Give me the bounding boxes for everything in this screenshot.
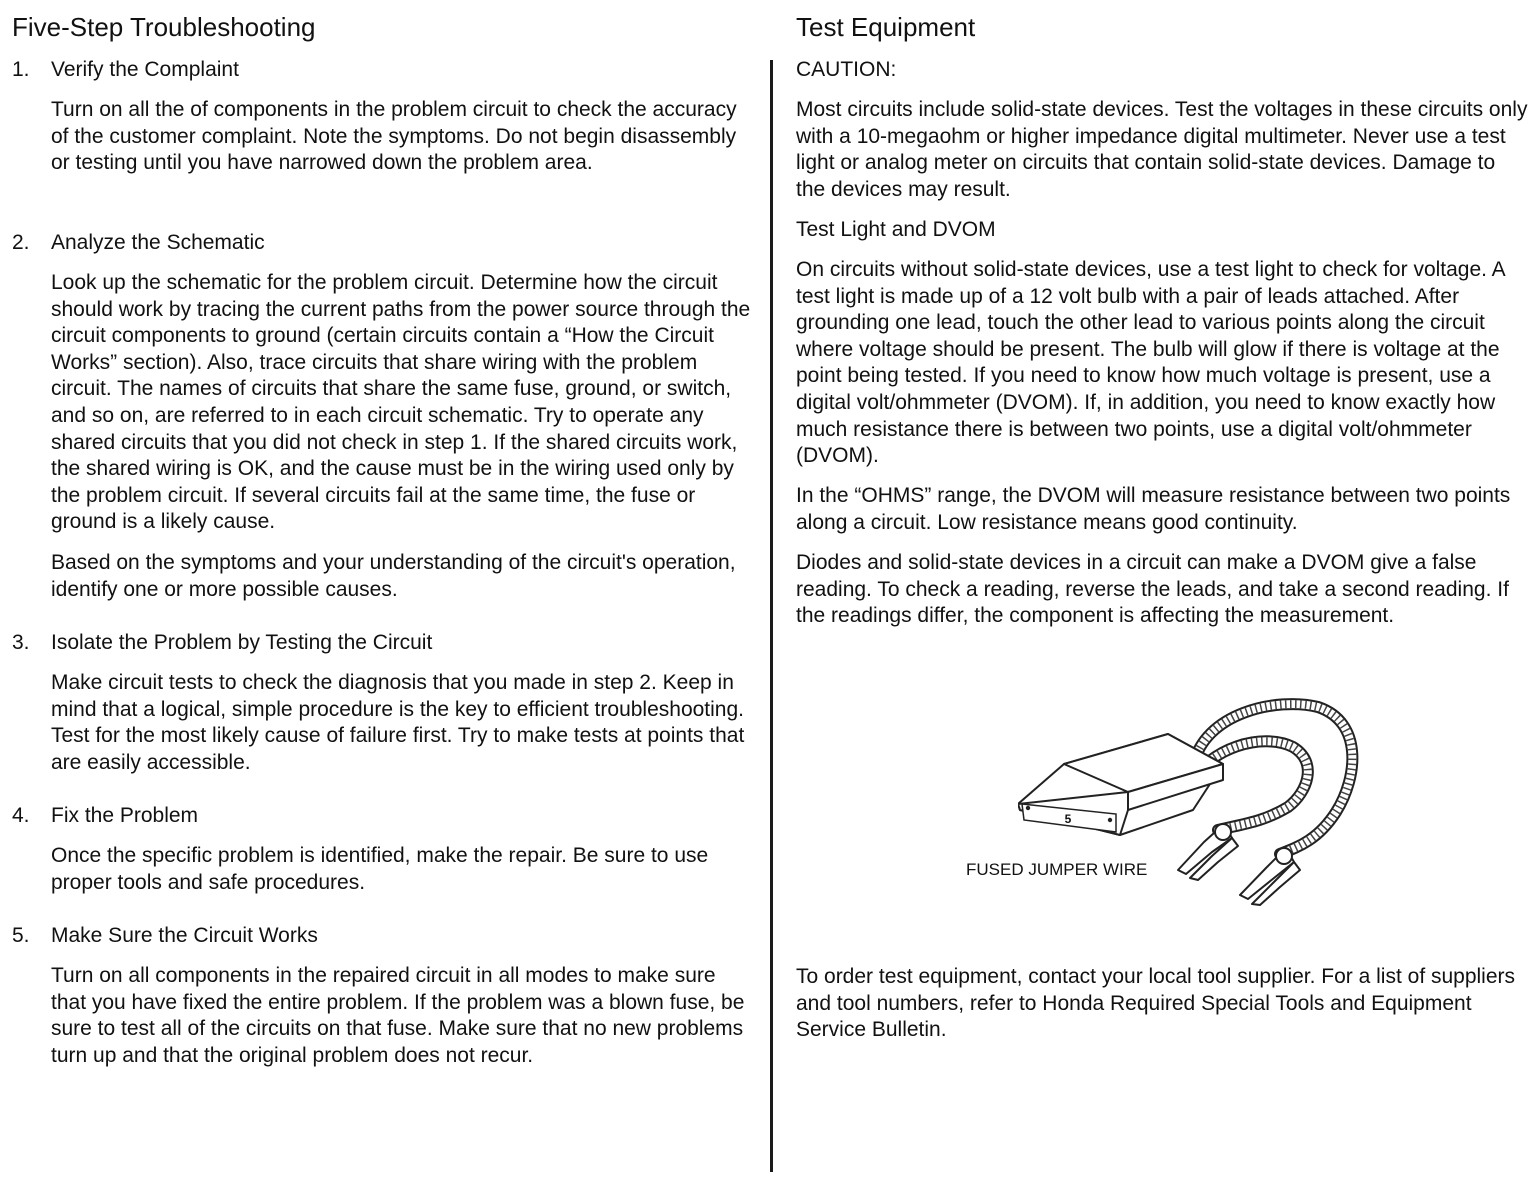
step-paragraph: Turn on all components in the repaired circuit in all modes to make sure that you have fixed the entire problem. If the problem was a blown fuse, be sure to test all of the circuits on that fuse. Make sure that no new problems turn up and that the original problem does not recur. (51, 964, 745, 1067)
test-light-paragraph: On circuits without solid-state devices, use a test light to check for voltage. A test light is made up of a 12 volt bulb with a pair of leads attached. After grounding one lead, touch the other lead to various points along the circuit where voltage should be present. The bulb will glow if there is voltage at the point being tested. If you need to know how much voltage is present, use a digital volt/ohmmeter (DVOM). If, in addition, you need to know exactly how much resistance there is between two points, use a digital volt/ohmmeter (DVOM). (796, 258, 1505, 468)
column-divider (770, 60, 773, 1172)
step-header (12, 803, 752, 829)
step-paragraph: Look up the schematic for the problem circuit. Determine how the circuit should work by tracing the current paths from the power source through the circuit components to ground (certain circuits contain a “How the Circuit Works” section). Also, trace circuits that share wiring with the problem circuit. The names of circuits that share the same fuse, ground, or switch, and so on, are referred to in each circuit schematic. Try to operate any shared circuits that you did not check in step 1. If the shared circuits work, the shared wiring is OK, and the cause must be in the wiring used only by the problem circuit. If several circuits fail at the same time, the fuse or ground is a likely cause. (51, 271, 751, 534)
caution-text: Most circuits include solid-state devices. Test the voltages in these circuits only with a 10-megaohm or higher impedance digital multimeter. Never use a test light or analog meter on circuits that contain solid-state devices. Damage to the devices may result. (796, 98, 1528, 201)
alligator-clip-icon (1178, 824, 1238, 880)
step-number: 4. (12, 804, 30, 827)
fused-jumper-wire-figure (956, 692, 1486, 907)
step-paragraph: Turn on all the of components in the problem circuit to check the accuracy of the customer complaint. Note the symptoms. Do not begin disassembly or testing until you have narrowed down the problem area. (51, 98, 737, 175)
step-header (12, 923, 752, 949)
step-3 (12, 630, 752, 776)
step-2 (12, 230, 752, 603)
step-paragraph: Once the specific problem is identified, make the repair. Be sure to use proper tools and safe procedures. (51, 844, 709, 894)
step-title: Isolate the Problem by Testing the Circuit (51, 631, 433, 654)
step-number: 2. (12, 231, 30, 254)
step-paragraph: Make circuit tests to check the diagnosis that you made in step 2. Keep in mind that a logical, simple procedure is the key to efficient troubleshooting. Test for the most likely cause of failure first. Try to make tests at points that are easily accessible. (51, 671, 745, 774)
figure-caption: FUSED JUMPER WIRE (966, 860, 1148, 879)
closing-paragraph: To order test equipment, contact your local tool supplier. For a list of suppliers and tool numbers, refer to Honda Required Special Tools and Equipment Service Bulletin. (796, 965, 1516, 1042)
diodes-paragraph: Diodes and solid-state devices in a circuit can make a DVOM give a false reading. To check a reading, reverse the leads, and take a second reading. If the readings differ, the component is affecting the measurement. (796, 551, 1509, 628)
step-4 (12, 803, 752, 896)
step-1 (12, 57, 752, 177)
step-5 (12, 923, 752, 1069)
step-paragraph: Based on the symptoms and your understanding of the circuit's operation, identify one or more possible causes. (51, 550, 736, 601)
step-number: 1. (12, 58, 30, 81)
step-title: Analyze the Schematic (51, 231, 265, 254)
step-header (12, 630, 752, 656)
right-heading: Test Equipment (796, 12, 976, 42)
fuse-label: 5 (1064, 812, 1072, 826)
step-header (12, 57, 752, 83)
step-number: 5. (12, 924, 30, 947)
caution-label: CAUTION: (796, 58, 897, 81)
step-header (12, 230, 752, 256)
subheading-test-light: Test Light and DVOM (796, 218, 996, 241)
ohms-paragraph: In the “OHMS” range, the DVOM will measure resistance between two points along a circuit. Low resistance means good continuity. (796, 484, 1511, 534)
step-number: 3. (12, 631, 30, 654)
step-title: Fix the Problem (51, 804, 199, 827)
left-heading: Five-Step Troubleshooting (12, 12, 316, 42)
alligator-clip-icon (1240, 848, 1300, 905)
step-title: Verify the Complaint (51, 58, 239, 81)
step-title: Make Sure the Circuit Works (51, 924, 318, 947)
